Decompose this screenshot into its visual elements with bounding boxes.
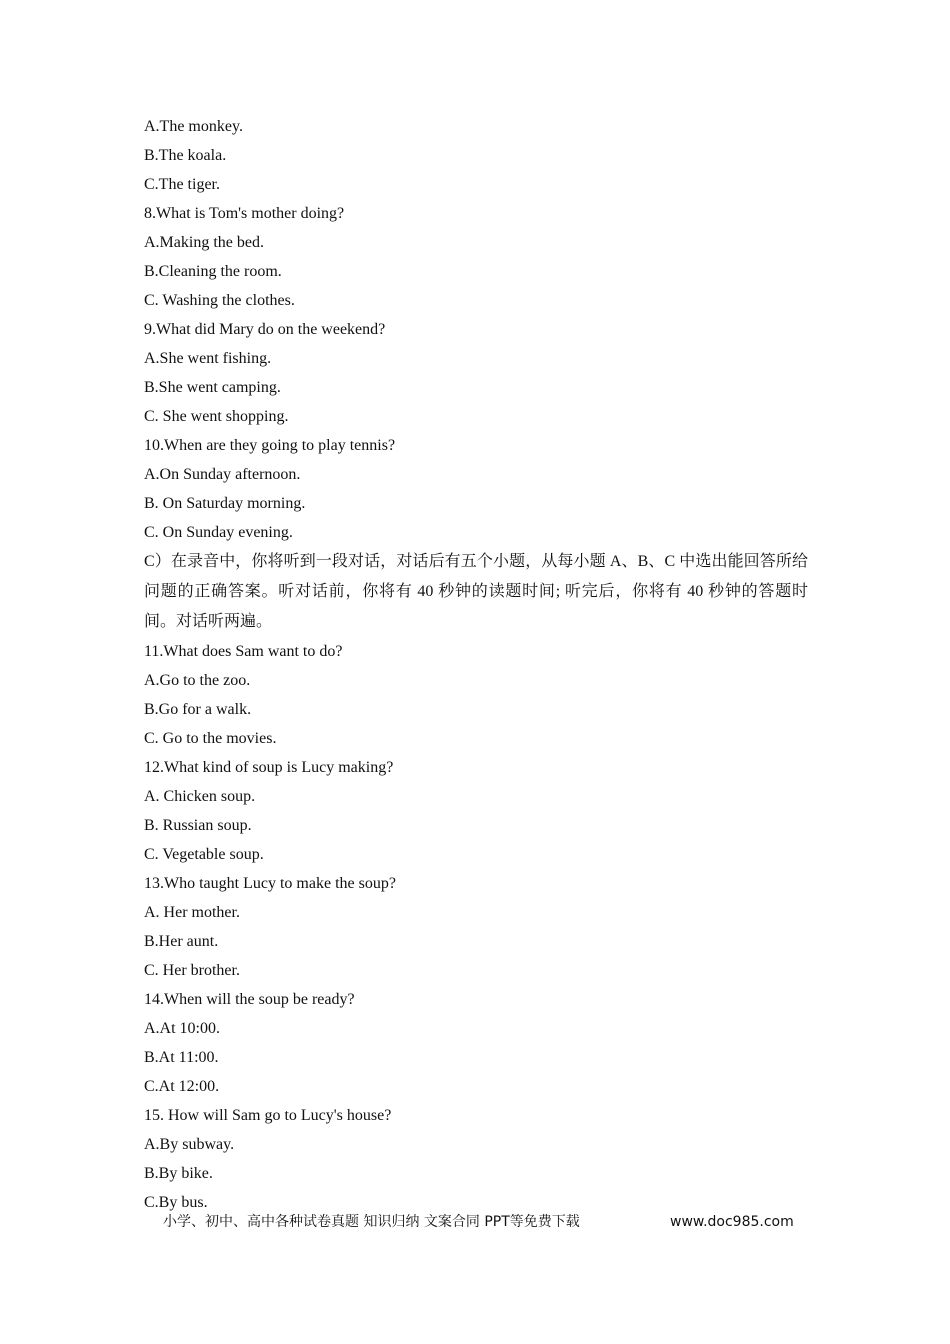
answer-option: B. Russian soup.	[144, 817, 252, 834]
question-12: 12.What kind of soup is Lucy making?	[144, 759, 394, 776]
answer-option: C. She went shopping.	[144, 408, 289, 425]
answer-option: C.At 12:00.	[144, 1078, 220, 1095]
footer-slogan: 小学、初中、高中各种试卷真题 知识归纳 文案合同 PPT等免费下载	[163, 1214, 580, 1230]
answer-option: B.At 11:00.	[144, 1049, 219, 1066]
document-body	[144, 112, 814, 1217]
answer-option: A.She went fishing.	[144, 350, 272, 367]
page-footer	[163, 1211, 803, 1233]
answer-option: C. Go to the movies.	[144, 730, 277, 747]
question-15: 15. How will Sam go to Lucy's house?	[144, 1107, 392, 1124]
answer-option: C.By bus.	[144, 1194, 208, 1211]
answer-option: C.The tiger.	[144, 176, 220, 193]
question-11: 11.What does Sam want to do?	[144, 643, 343, 660]
question-10: 10.When are they going to play tennis?	[144, 437, 396, 454]
answer-option: C. Vegetable soup.	[144, 846, 264, 863]
question-9: 9.What did Mary do on the weekend?	[144, 321, 386, 338]
answer-option: B.She went camping.	[144, 379, 281, 396]
answer-option: A. Chicken soup.	[144, 788, 256, 805]
answer-option: A.Making the bed.	[144, 234, 264, 251]
answer-option: C. Washing the clothes.	[144, 292, 295, 309]
answer-option: A.At 10:00.	[144, 1020, 220, 1037]
answer-option: C. Her brother.	[144, 962, 240, 979]
answer-option: B.Cleaning the room.	[144, 263, 282, 280]
answer-option: B. On Saturday morning.	[144, 495, 306, 512]
answer-option: A.Go to the zoo.	[144, 672, 251, 689]
answer-option: C. On Sunday evening.	[144, 524, 293, 541]
section-c-instructions: C）在录音中，你将听到一段对话，对话后有五个小题，从每小题 A、B、C 中选出能回答所给问题的正确答案。听对话前，你将有 40 秒钟的读题时间; 听完后，你将有 40 秒钟的答题时间。对话听两遍。	[144, 553, 808, 630]
question-13: 13.Who taught Lucy to make the soup?	[144, 875, 396, 892]
answer-option: A.On Sunday afternoon.	[144, 466, 301, 483]
answer-option: B.Her aunt.	[144, 933, 219, 950]
answer-option: B.The koala.	[144, 147, 227, 164]
answer-option: B.By bike.	[144, 1165, 213, 1182]
question-8: 8.What is Tom's mother doing?	[144, 205, 345, 222]
answer-option: A.The monkey.	[144, 118, 243, 135]
answer-option: A.By subway.	[144, 1136, 235, 1153]
answer-option: B.Go for a walk.	[144, 701, 252, 718]
answer-option: A. Her mother.	[144, 904, 240, 921]
question-14: 14.When will the soup be ready?	[144, 991, 355, 1008]
footer-website-link[interactable]: www.doc985.com	[670, 1214, 794, 1230]
